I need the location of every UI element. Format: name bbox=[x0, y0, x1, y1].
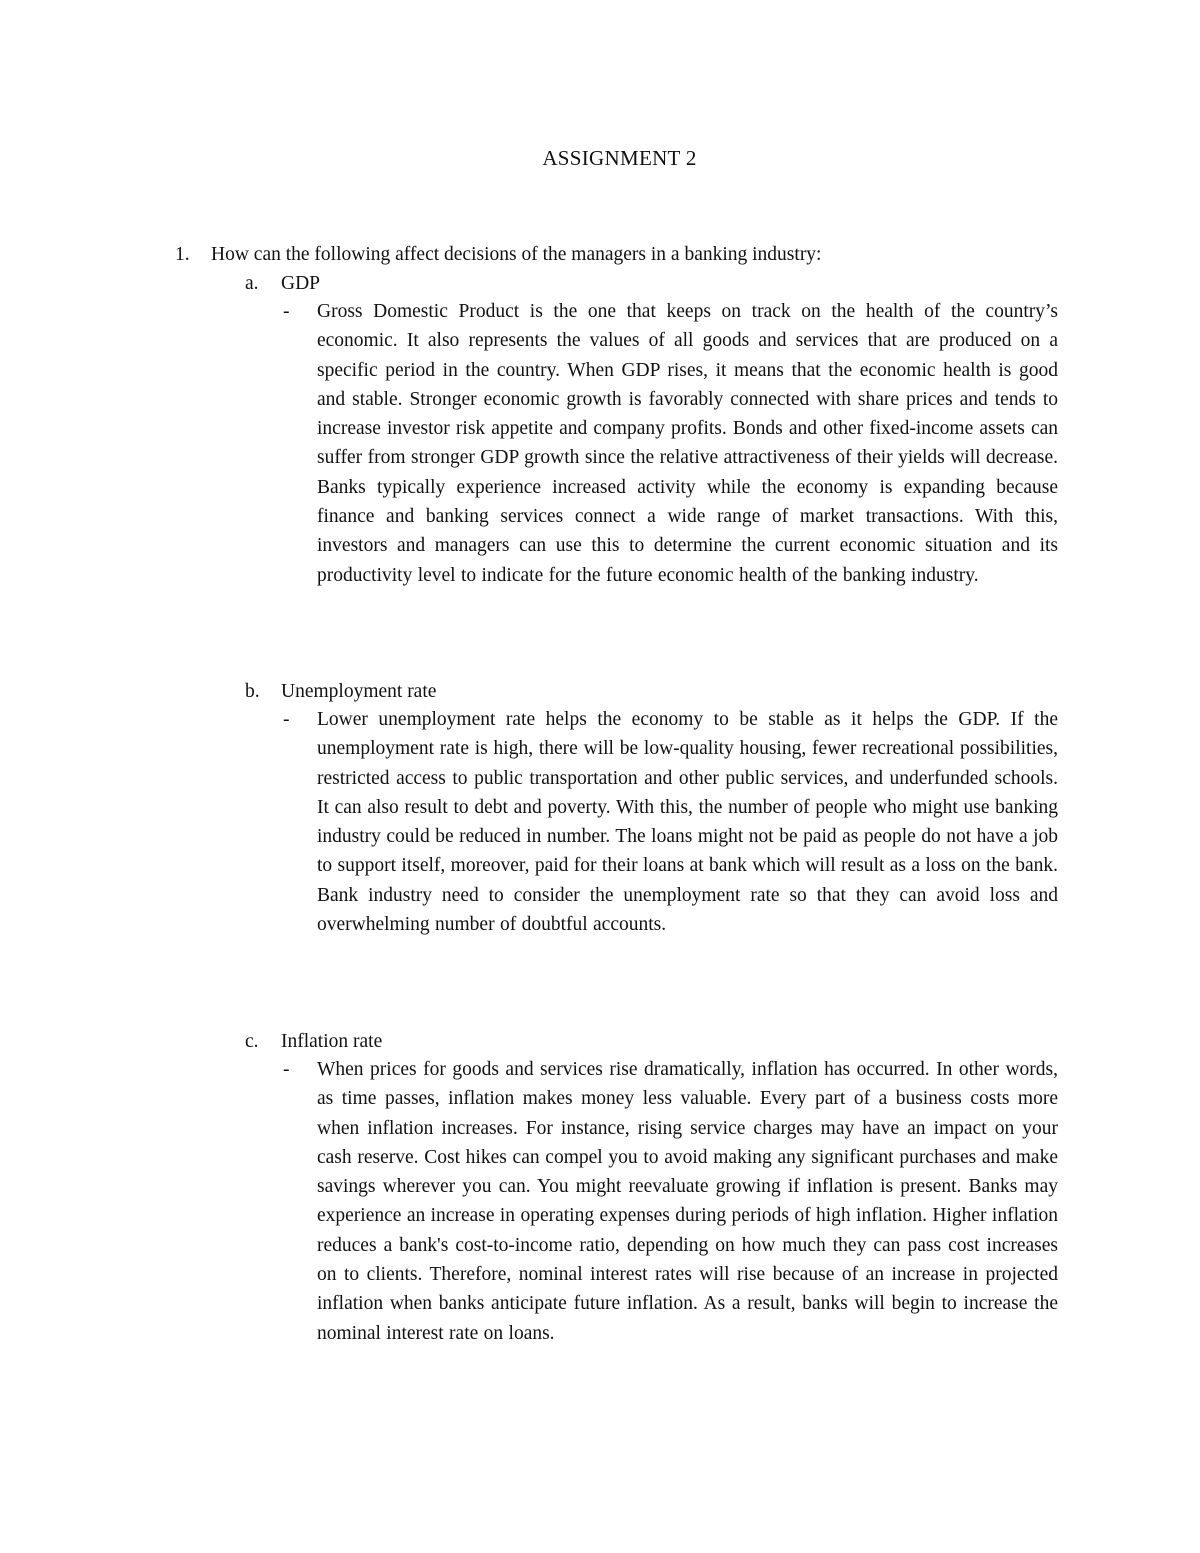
item-b-heading bbox=[245, 677, 436, 706]
bullet-dash: - bbox=[283, 1059, 290, 1080]
question-text: How can the following affect decisions of the managers in a banking industry: bbox=[211, 244, 822, 265]
item-letter: b. bbox=[245, 681, 260, 702]
bullet-dash: - bbox=[283, 709, 290, 730]
item-a-heading bbox=[245, 269, 320, 298]
item-heading-text: Unemployment rate bbox=[281, 681, 437, 702]
question-number: 1. bbox=[175, 244, 190, 265]
item-letter: a. bbox=[245, 273, 259, 294]
question-1 bbox=[175, 240, 821, 269]
item-heading-text: Inflation rate bbox=[281, 1031, 383, 1052]
item-letter: c. bbox=[245, 1031, 259, 1052]
item-c-paragraph: When prices for goods and services rise dramatically, inflation has occurred. In other words, as time passes, inflation makes money less valuable. Every part of a business costs more when inflation increases. For instance, rising service charges may have an impact on your cash reserve. Cost hikes can compel you to avoid making any significant purchases and make savings wherever you can. You might reevaluate growing if inflation is present. Banks may experience an increase in operating expenses during periods of high inflation. Higher inflation reduces a bank's cost-to-income ratio, depending on how much they can pass cost increases on to clients. Therefore, nominal interest rates will rise because of an increase in projected inflation when banks anticipate future inflation. As a result, banks will begin to increase the nominal interest rate on loans. bbox=[317, 1059, 1058, 1344]
item-b-paragraph: Lower unemployment rate helps the economy to be stable as it helps the GDP. If the unemployment rate is high, there will be low-quality housing, fewer recreational possibilities, restricted access to public transportation and other public services, and underfunded schools. It can also result to debt and poverty. With this, the number of people who might use banking industry could be reduced in number. The loans might not be paid as people do not have a job to support itself, moreover, paid for their loans at bank which will result as a loss on the bank. Bank industry need to consider the unemployment rate so that they can avoid loss and overwhelming number of doubtful accounts. bbox=[317, 709, 1058, 936]
bullet-dash: - bbox=[283, 301, 290, 322]
document-title: ASSIGNMENT 2 bbox=[542, 146, 697, 170]
item-a-paragraph: Gross Domestic Product is the one that keeps on track on the health of the country’s economic. It also represents the values of all goods and services that are produced on a specific period in the country. When GDP rises, it means that the economic health is good and stable. Stronger economic growth is favorably connected with share prices and tends to increase investor risk appetite and company profits. Bonds and other fixed-income assets can suffer from stronger GDP growth since the relative attractiveness of their yields will decrease. Banks typically experience increased activity while the economy is expanding because finance and banking services connect a wide range of market transactions. With this, investors and managers can use this to determine the current economic situation and its productivity level to indicate for the future economic health of the banking industry. bbox=[317, 301, 1058, 586]
item-c-heading bbox=[245, 1027, 382, 1056]
item-heading-text: GDP bbox=[281, 273, 321, 294]
